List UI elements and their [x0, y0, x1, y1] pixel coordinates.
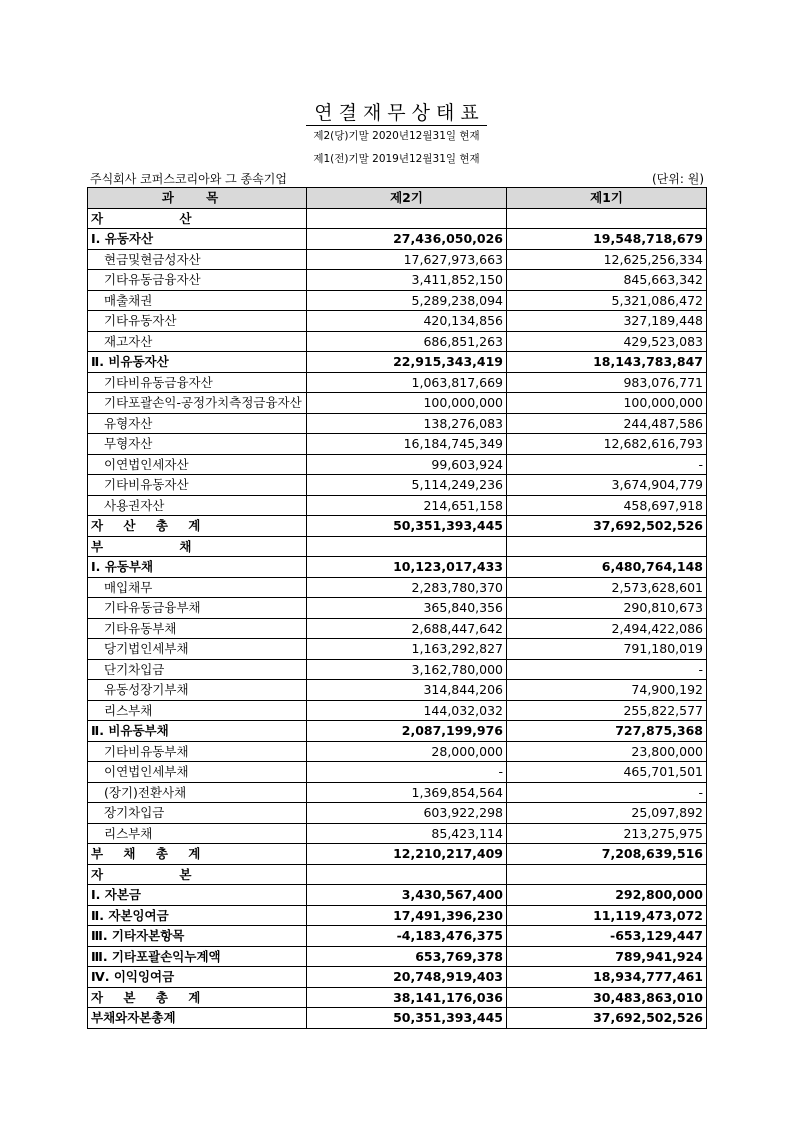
table-row: [88, 413, 707, 434]
account-label-text: 기타포괄손익-공정가치측정금융자산: [104, 395, 302, 411]
prior-amount: [507, 413, 707, 434]
table-row: [88, 803, 707, 824]
account-label-text: 기타유동금융부채: [104, 600, 201, 616]
account-label: [88, 208, 307, 229]
account-label-text: 현금및현금성자산: [104, 251, 201, 267]
prior-amount-text: 290,810,673: [623, 600, 703, 616]
account-label: [88, 516, 307, 537]
prior-amount: [507, 249, 707, 270]
account-label-text: 이연법인세자산: [104, 456, 189, 472]
account-label-text: Ⅱ. 비유동자산: [91, 354, 169, 370]
account-label: [88, 229, 307, 250]
current-amount-text: 420,134,856: [423, 313, 503, 329]
current-amount-text: 3,162,780,000: [411, 661, 503, 677]
account-label-text: Ⅲ. 기타자본항목: [91, 928, 185, 944]
account-label-text: 기타비유동금융자산: [104, 374, 213, 390]
prior-amount: [507, 536, 707, 557]
current-amount: [307, 557, 507, 578]
prior-amount-text: 12,625,256,334: [603, 251, 703, 267]
prior-amount: [507, 803, 707, 824]
current-amount-text: 100,000,000: [423, 395, 503, 411]
account-label: [88, 864, 307, 885]
current-amount: [307, 762, 507, 783]
prior-amount-text: 23,800,000: [631, 743, 703, 759]
current-amount-text: 3,430,567,400: [401, 887, 503, 903]
account-label: [88, 987, 307, 1008]
prior-amount: [507, 454, 707, 475]
prior-amount: [507, 864, 707, 885]
prior-amount-text: 100,000,000: [623, 395, 703, 411]
account-label-text: 부 채 총 계: [91, 846, 209, 862]
table-row: [88, 967, 707, 988]
account-label: [88, 434, 307, 455]
column-header-prior: 제1기: [507, 188, 707, 209]
current-amount-text: 38,141,176,036: [393, 989, 503, 1005]
prior-amount: [507, 516, 707, 537]
account-label: [88, 270, 307, 291]
current-amount: [307, 249, 507, 270]
current-amount-text: 2,688,447,642: [411, 620, 503, 636]
table-row: [88, 659, 707, 680]
account-label: [88, 249, 307, 270]
current-amount-text: 138,276,083: [423, 415, 503, 431]
account-label-text: 기타비유동부채: [104, 743, 189, 759]
prior-amount-text: 2,573,628,601: [611, 579, 703, 595]
prior-amount: [507, 331, 707, 352]
account-label-text: 무형자산: [104, 436, 153, 452]
account-label-text: 자 본 총 계: [91, 989, 209, 1005]
prior-amount: [507, 885, 707, 906]
current-amount: [307, 1008, 507, 1029]
table-row: [88, 946, 707, 967]
prior-amount: [507, 475, 707, 496]
prior-amount: [507, 782, 707, 803]
current-amount: [307, 372, 507, 393]
current-amount: [307, 352, 507, 373]
current-amount-text: 28,000,000: [431, 743, 503, 759]
table-row: [88, 1008, 707, 1029]
prior-amount-text: 18,143,783,847: [593, 354, 703, 370]
current-amount: [307, 598, 507, 619]
prior-amount-text: 12,682,616,793: [603, 436, 703, 452]
current-amount: [307, 823, 507, 844]
table-row: [88, 516, 707, 537]
table-row: [88, 393, 707, 414]
prior-amount: [507, 926, 707, 947]
prior-amount: [507, 639, 707, 660]
prior-amount-text: 7,208,639,516: [601, 846, 703, 862]
table-row: [88, 680, 707, 701]
prior-amount: [507, 577, 707, 598]
prior-amount: [507, 598, 707, 619]
prior-amount: [507, 434, 707, 455]
prior-amount-text: 30,483,863,010: [593, 989, 703, 1005]
prior-amount-text: 74,900,192: [631, 682, 703, 698]
current-amount: [307, 967, 507, 988]
account-label: [88, 926, 307, 947]
account-label-text: 사용권자산: [104, 497, 165, 513]
table-body: [88, 208, 707, 1028]
account-label: [88, 741, 307, 762]
prior-amount-text: 25,097,892: [631, 805, 703, 821]
account-label: [88, 475, 307, 496]
current-amount-text: 5,114,249,236: [411, 477, 503, 493]
current-amount: [307, 413, 507, 434]
prior-amount-text: 19,548,718,679: [593, 231, 703, 247]
table-header-row: [88, 188, 707, 209]
prior-amount-text: 845,663,342: [623, 272, 703, 288]
prior-amount-text: 292,800,000: [615, 887, 703, 903]
prior-amount-text: 18,934,777,461: [593, 969, 703, 985]
account-label-text: 장기차입금: [104, 805, 165, 821]
account-label: [88, 762, 307, 783]
account-label-text: Ⅰ. 자본금: [91, 887, 141, 903]
prior-amount-text: -: [698, 784, 703, 800]
account-label-text: 자 산 총 계: [91, 518, 209, 534]
period-prior: 제1(전)기말 2019년12월31일 현재: [313, 153, 480, 165]
account-label: [88, 700, 307, 721]
account-label-text: 리스부채: [104, 702, 153, 718]
account-label-text: 단기차입금: [104, 661, 165, 677]
prior-amount-text: 327,189,448: [623, 313, 703, 329]
table-row: [88, 208, 707, 229]
prior-amount-text: 727,875,368: [615, 723, 703, 739]
table-row: [88, 700, 707, 721]
account-label: [88, 721, 307, 742]
table-row: [88, 618, 707, 639]
prior-amount: [507, 844, 707, 865]
account-label-text: Ⅱ. 비유동부채: [91, 723, 169, 739]
column-header-account: 과 목: [88, 188, 307, 209]
prior-amount-text: 37,692,502,526: [593, 518, 703, 534]
account-label-text: Ⅱ. 자본잉여금: [91, 907, 169, 923]
prior-amount-text: 791,180,019: [623, 641, 703, 657]
table-row: [88, 475, 707, 496]
prior-amount-text: 789,941,924: [615, 948, 703, 964]
table-row: [88, 557, 707, 578]
account-label-text: 재고자산: [104, 333, 153, 349]
account-label: [88, 413, 307, 434]
account-label-text: 기타유동자산: [104, 313, 177, 329]
prior-amount: [507, 393, 707, 414]
table-row: [88, 270, 707, 291]
current-amount-text: 2,283,780,370: [411, 579, 503, 595]
current-amount: [307, 536, 507, 557]
account-label-text: 매입채무: [104, 579, 153, 595]
account-label: [88, 782, 307, 803]
table-row: [88, 844, 707, 865]
account-label-text: (장기)전환사채: [104, 784, 187, 800]
prior-amount-text: 429,523,083: [623, 333, 703, 349]
account-label-text: 유동성장기부채: [104, 682, 189, 698]
table-row: [88, 721, 707, 742]
prior-amount-text: 465,701,501: [623, 764, 703, 780]
period-current: 제2(당)기말 2020년12월31일 현재: [313, 130, 480, 142]
account-label: [88, 1008, 307, 1029]
prior-amount-text: -653,129,447: [610, 928, 703, 944]
table-row: [88, 823, 707, 844]
current-amount: [307, 680, 507, 701]
current-amount-text: 5,289,238,094: [411, 292, 503, 308]
account-label-text: Ⅲ. 기타포괄손익누계액: [91, 948, 221, 964]
table-row: [88, 249, 707, 270]
current-amount-text: 16,184,745,349: [403, 436, 503, 452]
current-amount-text: 1,369,854,564: [411, 784, 503, 800]
prior-amount: [507, 659, 707, 680]
table-row: [88, 495, 707, 516]
account-label: [88, 680, 307, 701]
prior-amount: [507, 987, 707, 1008]
prior-amount: [507, 270, 707, 291]
statement-title: 연결재무상태표: [0, 98, 793, 125]
table-row: [88, 885, 707, 906]
prior-amount: [507, 290, 707, 311]
current-amount: [307, 905, 507, 926]
current-amount: [307, 311, 507, 332]
account-label-text: 기타유동금융자산: [104, 272, 201, 288]
current-amount: [307, 270, 507, 291]
account-label-text: 유형자산: [104, 415, 153, 431]
current-amount-text: 653,769,378: [415, 948, 503, 964]
account-label: [88, 598, 307, 619]
table-row: [88, 987, 707, 1008]
account-label-text: 부채와자본총계: [91, 1010, 176, 1026]
current-amount: [307, 946, 507, 967]
account-label: [88, 639, 307, 660]
current-amount: [307, 516, 507, 537]
current-amount-text: 2,087,199,976: [401, 723, 503, 739]
current-amount: [307, 393, 507, 414]
current-amount-text: 365,840,356: [423, 600, 503, 616]
current-amount: [307, 782, 507, 803]
current-amount-text: -4,183,476,375: [396, 928, 503, 944]
account-label: [88, 803, 307, 824]
current-amount-text: 3,411,852,150: [411, 272, 503, 288]
prior-amount-text: -: [698, 661, 703, 677]
prior-amount: [507, 967, 707, 988]
account-label: [88, 352, 307, 373]
prior-amount: [507, 229, 707, 250]
current-amount: [307, 290, 507, 311]
current-amount-text: 12,210,217,409: [393, 846, 503, 862]
account-label-text: 리스부채: [104, 825, 153, 841]
account-label-text: 매출채권: [104, 292, 153, 308]
current-amount: [307, 639, 507, 660]
prior-amount-text: 213,275,975: [623, 825, 703, 841]
current-amount-text: 85,423,114: [431, 825, 503, 841]
account-label-text: Ⅰ. 유동자산: [91, 231, 154, 247]
prior-amount: [507, 762, 707, 783]
account-label: [88, 885, 307, 906]
current-amount: [307, 434, 507, 455]
current-amount-text: 22,915,343,419: [393, 354, 503, 370]
current-amount-text: 50,351,393,445: [393, 518, 503, 534]
current-amount: [307, 618, 507, 639]
table-row: [88, 782, 707, 803]
current-amount: [307, 659, 507, 680]
unit-label: (단위: 원): [652, 172, 704, 186]
account-label-text: 기타유동부채: [104, 620, 177, 636]
current-amount: [307, 208, 507, 229]
account-label: [88, 557, 307, 578]
current-amount: [307, 864, 507, 885]
account-label: [88, 495, 307, 516]
current-amount: [307, 700, 507, 721]
table-row: [88, 577, 707, 598]
current-amount-text: 99,603,924: [431, 456, 503, 472]
prior-amount-text: 6,480,764,148: [601, 559, 703, 575]
company-name: 주식회사 코퍼스코리아와 그 종속기업: [90, 172, 287, 186]
current-amount: [307, 454, 507, 475]
account-label: [88, 372, 307, 393]
account-label: [88, 946, 307, 967]
table-row: [88, 598, 707, 619]
prior-amount-text: 37,692,502,526: [593, 1010, 703, 1026]
current-amount-text: 1,063,817,669: [411, 374, 503, 390]
prior-amount: [507, 372, 707, 393]
table-row: [88, 536, 707, 557]
prior-amount-text: 255,822,577: [623, 702, 703, 718]
current-amount: [307, 844, 507, 865]
account-label: [88, 290, 307, 311]
prior-amount-text: 983,076,771: [623, 374, 703, 390]
prior-amount: [507, 680, 707, 701]
current-amount-text: 603,922,298: [423, 805, 503, 821]
current-amount-text: 144,032,032: [423, 702, 503, 718]
account-label: [88, 618, 307, 639]
prior-amount: [507, 1008, 707, 1029]
account-label: [88, 331, 307, 352]
column-header-current: 제2기: [307, 188, 507, 209]
current-amount-text: -: [498, 764, 503, 780]
prior-amount: [507, 557, 707, 578]
account-label: [88, 577, 307, 598]
prior-amount-text: 11,119,473,072: [593, 907, 703, 923]
prior-amount: [507, 208, 707, 229]
current-amount: [307, 803, 507, 824]
table-row: [88, 290, 707, 311]
account-label-text: 자 본: [91, 866, 228, 882]
prior-amount: [507, 495, 707, 516]
account-label: [88, 536, 307, 557]
current-amount-text: 17,627,973,663: [403, 251, 503, 267]
prior-amount: [507, 700, 707, 721]
account-label: [88, 393, 307, 414]
current-amount-text: 50,351,393,445: [393, 1010, 503, 1026]
account-label: [88, 967, 307, 988]
account-label-text: 자 산: [91, 210, 228, 226]
table-row: [88, 352, 707, 373]
table-row: [88, 864, 707, 885]
account-label-text: 이연법인세부채: [104, 764, 189, 780]
prior-amount: [507, 311, 707, 332]
table-row: [88, 926, 707, 947]
account-label: [88, 823, 307, 844]
current-amount: [307, 926, 507, 947]
current-amount: [307, 229, 507, 250]
current-amount: [307, 331, 507, 352]
account-label: [88, 659, 307, 680]
account-label-text: Ⅳ. 이익잉여금: [91, 969, 175, 985]
balance-sheet-table: [87, 187, 707, 1029]
current-amount: [307, 741, 507, 762]
table-row: [88, 229, 707, 250]
prior-amount: [507, 946, 707, 967]
current-amount-text: 20,748,919,403: [393, 969, 503, 985]
table-row: [88, 741, 707, 762]
prior-amount: [507, 823, 707, 844]
account-label: [88, 311, 307, 332]
prior-amount: [507, 352, 707, 373]
table-row: [88, 434, 707, 455]
prior-amount: [507, 905, 707, 926]
current-amount-text: 214,651,158: [423, 497, 503, 513]
table-row: [88, 905, 707, 926]
current-amount: [307, 495, 507, 516]
prior-amount: [507, 741, 707, 762]
prior-amount-text: 5,321,086,472: [611, 292, 703, 308]
current-amount-text: 686,851,263: [423, 333, 503, 349]
current-amount: [307, 721, 507, 742]
account-label: [88, 844, 307, 865]
current-amount-text: 27,436,050,026: [393, 231, 503, 247]
table-row: [88, 311, 707, 332]
current-amount-text: 314,844,206: [423, 682, 503, 698]
current-amount-text: 1,163,292,827: [411, 641, 503, 657]
current-amount: [307, 475, 507, 496]
current-amount-text: 17,491,396,230: [393, 907, 503, 923]
prior-amount: [507, 721, 707, 742]
table-row: [88, 762, 707, 783]
table-row: [88, 372, 707, 393]
prior-amount-text: 2,494,422,086: [611, 620, 703, 636]
table-row: [88, 454, 707, 475]
prior-amount: [507, 618, 707, 639]
current-amount: [307, 885, 507, 906]
prior-amount-text: 458,697,918: [623, 497, 703, 513]
prior-amount-text: -: [698, 456, 703, 472]
current-amount-text: 10,123,017,433: [393, 559, 503, 575]
account-label-text: 기타비유동자산: [104, 477, 189, 493]
account-label: [88, 454, 307, 475]
account-label-text: Ⅰ. 유동부채: [91, 559, 154, 575]
current-amount: [307, 577, 507, 598]
table-row: [88, 639, 707, 660]
table-row: [88, 331, 707, 352]
account-label-text: 부 채: [91, 538, 228, 554]
prior-amount-text: 3,674,904,779: [611, 477, 703, 493]
account-label-text: 당기법인세부채: [104, 641, 189, 657]
current-amount: [307, 987, 507, 1008]
account-label: [88, 905, 307, 926]
prior-amount-text: 244,487,586: [623, 415, 703, 431]
